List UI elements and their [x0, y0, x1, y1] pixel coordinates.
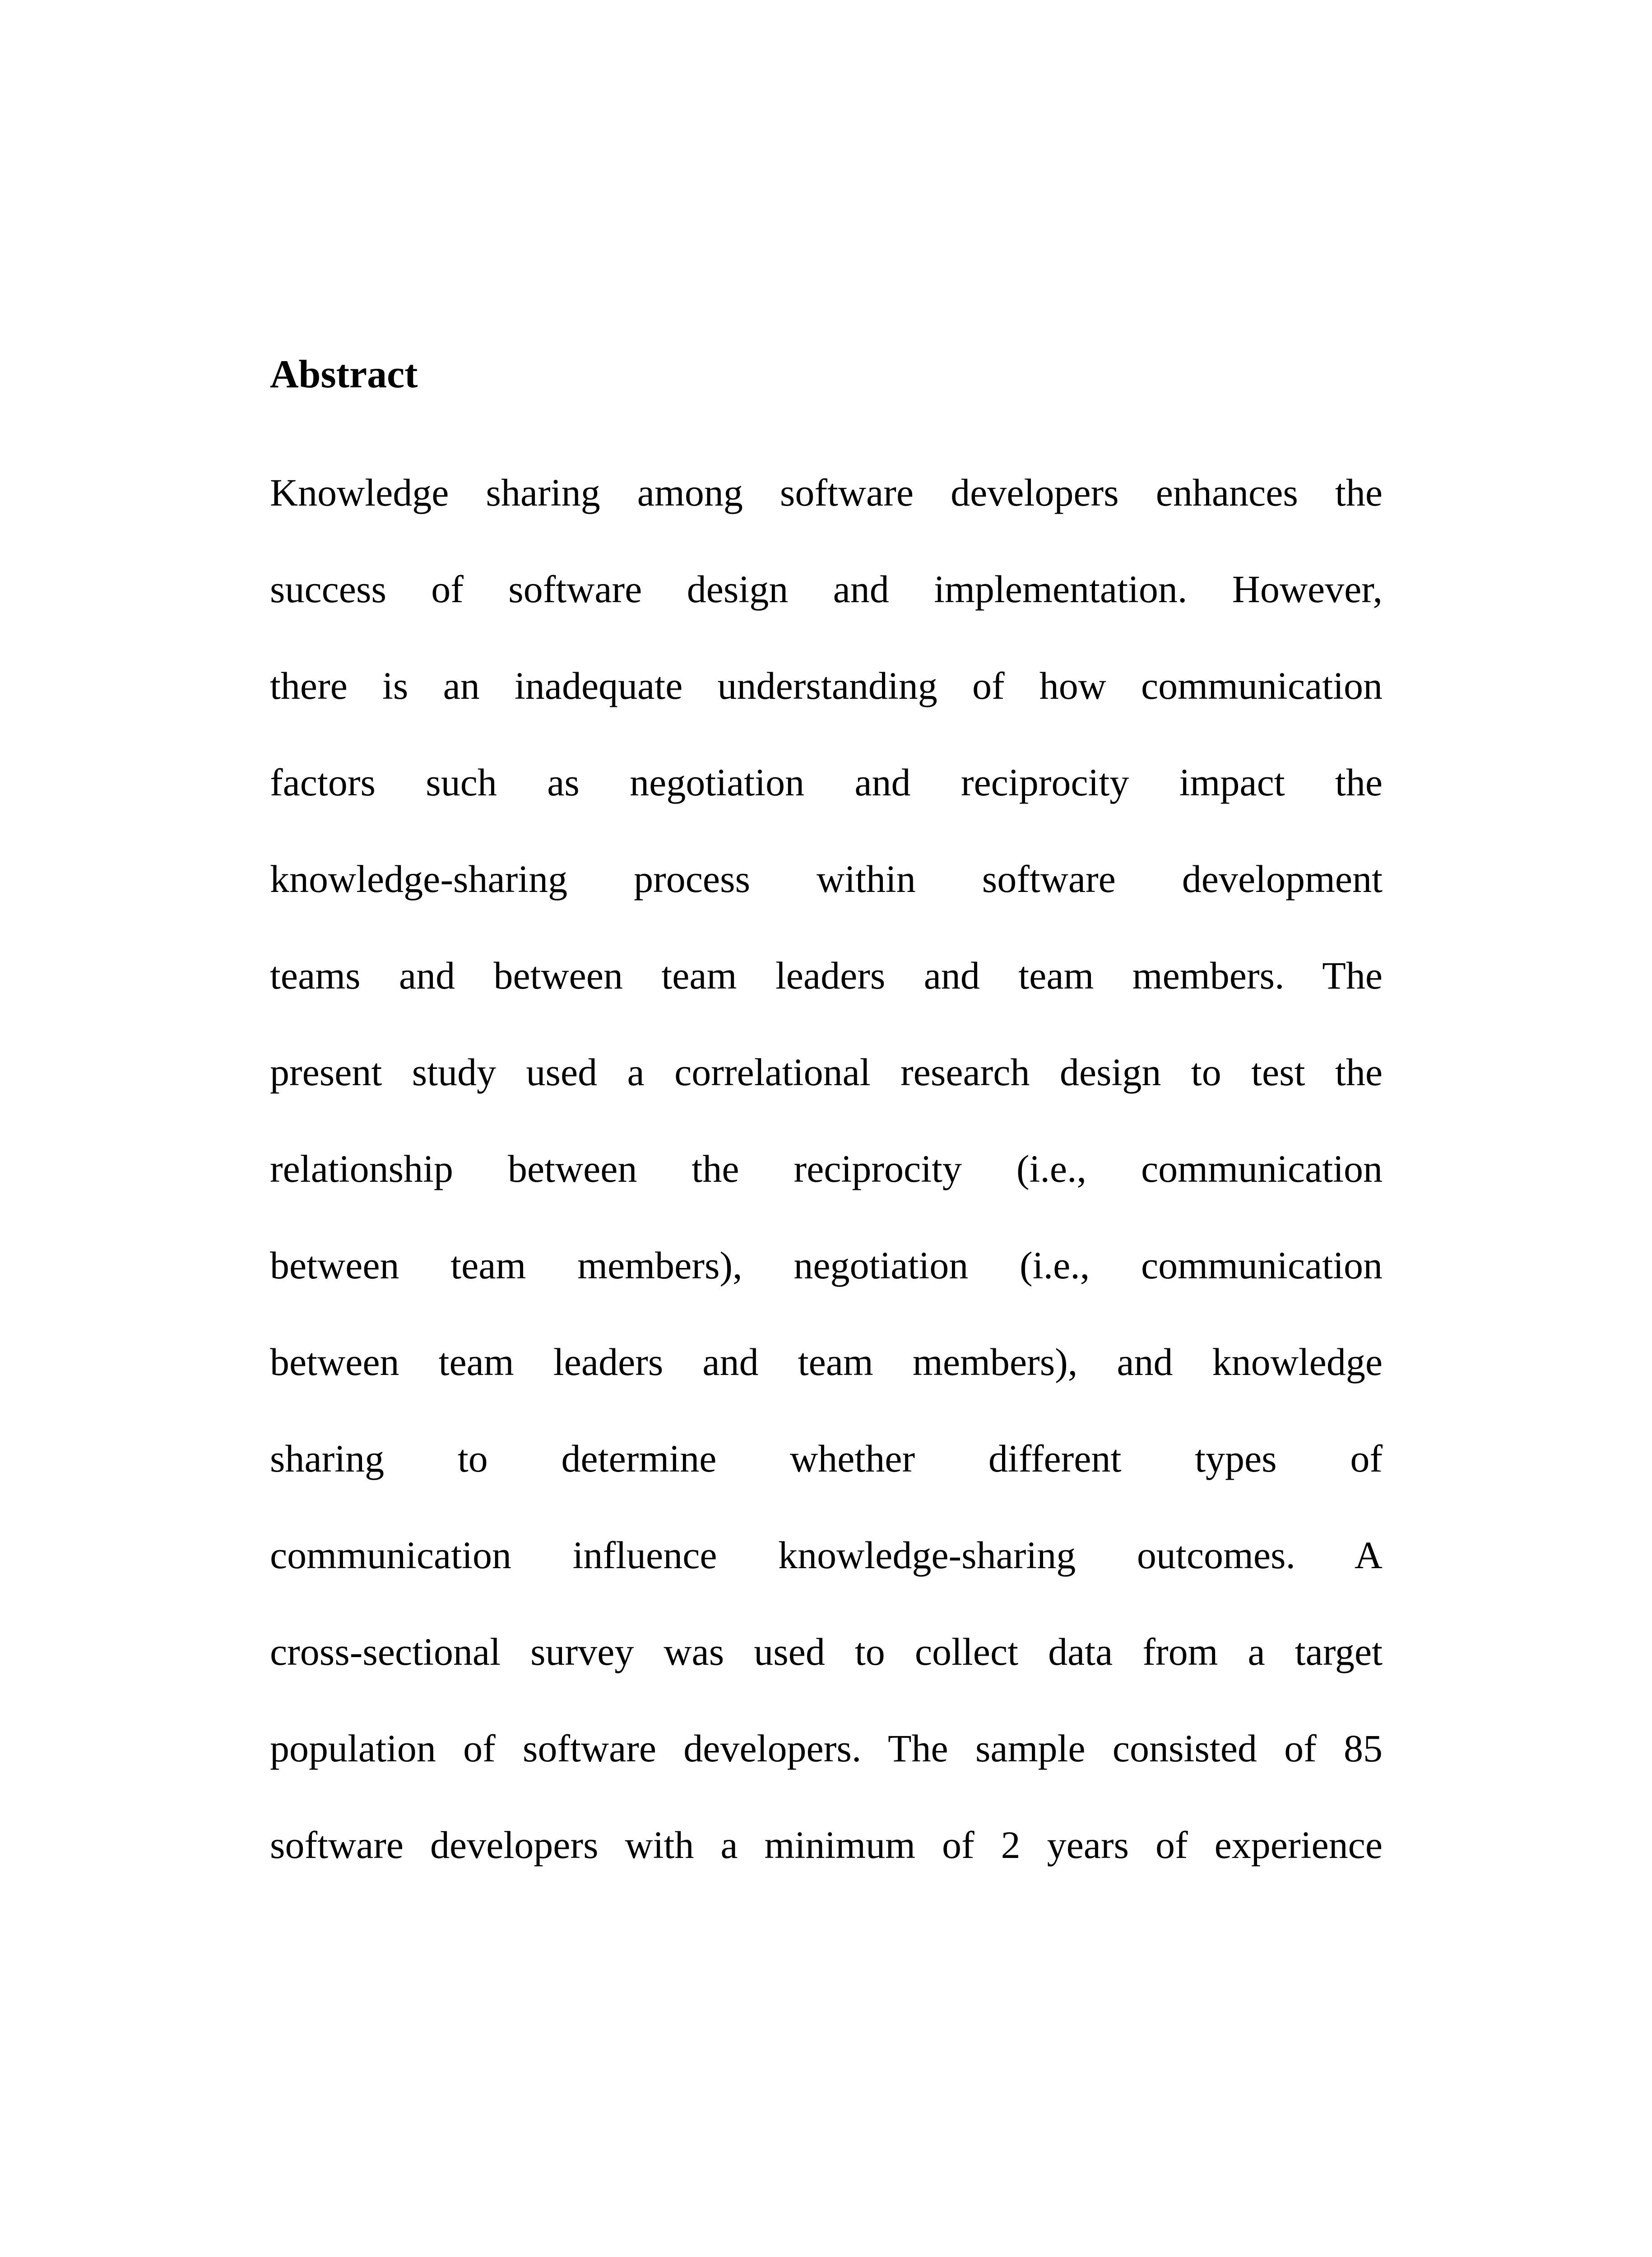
abstract-body	[270, 444, 1383, 1893]
abstract-line-6: teams and between team leaders and team members. The	[270, 954, 1383, 997]
abstract-line-15: software developers with a minimum of 2 years of experience	[270, 1823, 1383, 1867]
abstract-line-1: Knowledge sharing among software developers enhances the	[270, 471, 1383, 514]
abstract-line-5: knowledge-sharing process within software development	[270, 857, 1383, 901]
abstract-line-3: there is an inadequate understanding of how communication	[270, 664, 1383, 707]
abstract-line-11: sharing to determine whether different types of	[270, 1437, 1383, 1480]
abstract-line-10: between team leaders and team members), and knowledge	[270, 1340, 1383, 1384]
abstract-heading: Abstract	[270, 353, 418, 396]
abstract-line-13: cross-sectional survey was used to collect data from a target	[270, 1630, 1383, 1673]
abstract-section	[270, 348, 1383, 1893]
abstract-line-12: communication influence knowledge-sharing outcomes. A	[270, 1533, 1383, 1577]
abstract-line-4: factors such as negotiation and reciprocity impact the	[270, 761, 1383, 804]
abstract-line-14: population of software developers. The sample consisted of 85	[270, 1727, 1383, 1770]
abstract-line-7: present study used a correlational research design to test the	[270, 1050, 1383, 1094]
abstract-line-2: success of software design and implementation. However,	[270, 567, 1383, 611]
abstract-line-9: between team members), negotiation (i.e., communication	[270, 1244, 1383, 1287]
abstract-line-8: relationship between the reciprocity (i.e., communication	[270, 1147, 1383, 1190]
